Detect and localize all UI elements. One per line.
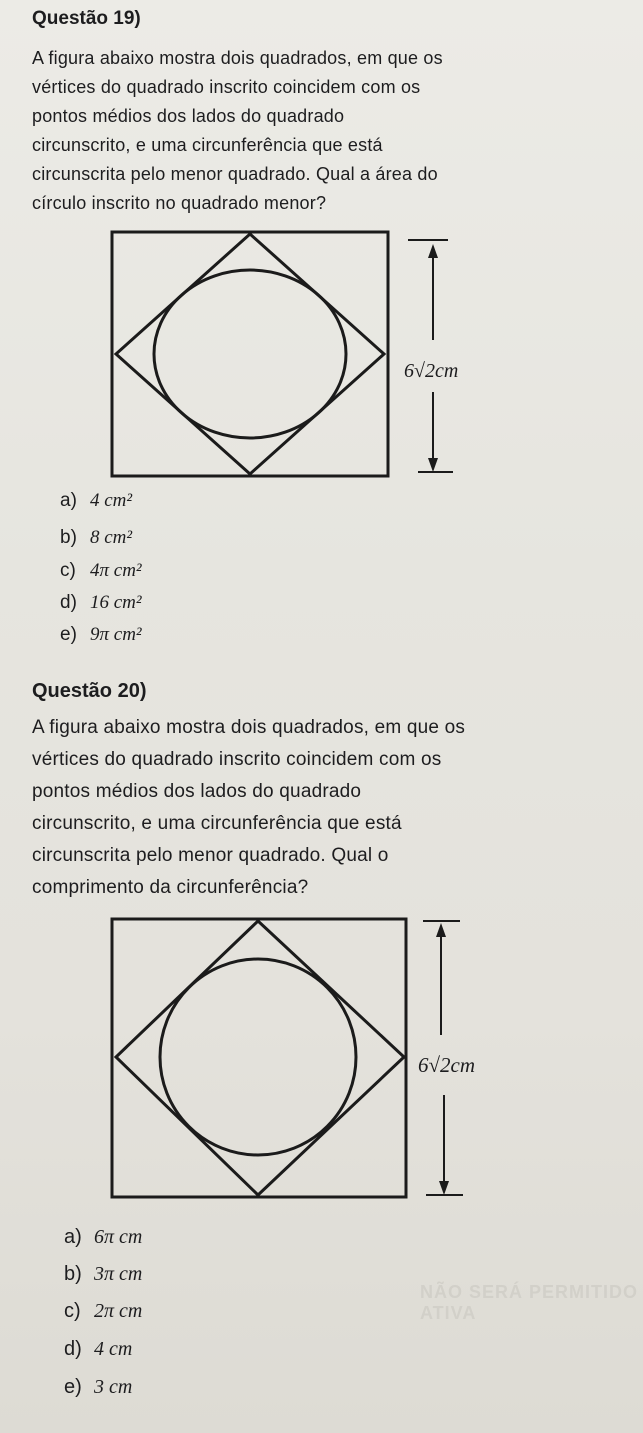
question-20-line: circunscrita pelo menor quadrado. Qual o	[32, 845, 389, 866]
option-c[interactable]: c) 4π cm²	[60, 560, 142, 581]
watermark-text: NÃO SERÁ PERMITIDO ATIVA	[420, 1282, 639, 1323]
question-20-figure	[108, 915, 468, 1205]
question-20-text	[32, 712, 612, 904]
option-a[interactable]: a) 6π cm	[64, 1226, 143, 1248]
question-20-line: A figura abaixo mostra dois quadrados, em que os	[32, 717, 466, 738]
arrow-up-icon	[428, 244, 438, 258]
inscribed-circle	[154, 270, 346, 438]
question-20-line: pontos médios dos lados do quadrado	[32, 781, 362, 802]
option-d[interactable]: d) 4 cm	[64, 1338, 133, 1360]
option-a[interactable]: a) 4 cm²	[60, 490, 133, 511]
question-19-line: circunscrita pelo menor quadrado. Qual a área do	[32, 164, 438, 184]
question-20-line: vértices do quadrado inscrito coincidem com os	[32, 749, 442, 770]
arrow-down-icon	[439, 1181, 449, 1195]
question-19-line: A figura abaixo mostra dois quadrados, em que os	[32, 48, 443, 68]
question-19-line: vértices do quadrado inscrito coincidem com os	[32, 77, 421, 97]
question-19-line: círculo inscrito no quadrado menor?	[32, 193, 327, 213]
question-19-figure	[108, 228, 458, 484]
option-b[interactable]: b) 8 cm²	[60, 527, 133, 548]
arrow-down-icon	[428, 458, 438, 472]
question-19-title: Questão 19)	[32, 8, 141, 29]
arrow-up-icon	[436, 923, 446, 937]
question-20-line: circunscrito, e uma circunferência que está	[32, 813, 402, 834]
option-b[interactable]: b) 3π cm	[64, 1263, 143, 1285]
question-19-text	[32, 44, 602, 218]
option-d[interactable]: d) 16 cm²	[60, 592, 142, 613]
question-20-line: comprimento da circunferência?	[32, 877, 309, 898]
option-e[interactable]: e) 3 cm	[64, 1376, 133, 1398]
question-19-line: circunscrito, e uma circunferência que está	[32, 135, 383, 155]
dimension-label: 6√2cm	[418, 1053, 476, 1077]
option-c[interactable]: c) 2π cm	[64, 1300, 143, 1322]
dimension-label: 6√2cm	[404, 360, 459, 382]
inscribed-circle	[160, 959, 356, 1155]
question-19-line: pontos médios dos lados do quadrado	[32, 106, 345, 126]
option-e[interactable]: e) 9π cm²	[60, 624, 142, 645]
question-20-title: Questão 20)	[32, 680, 147, 702]
